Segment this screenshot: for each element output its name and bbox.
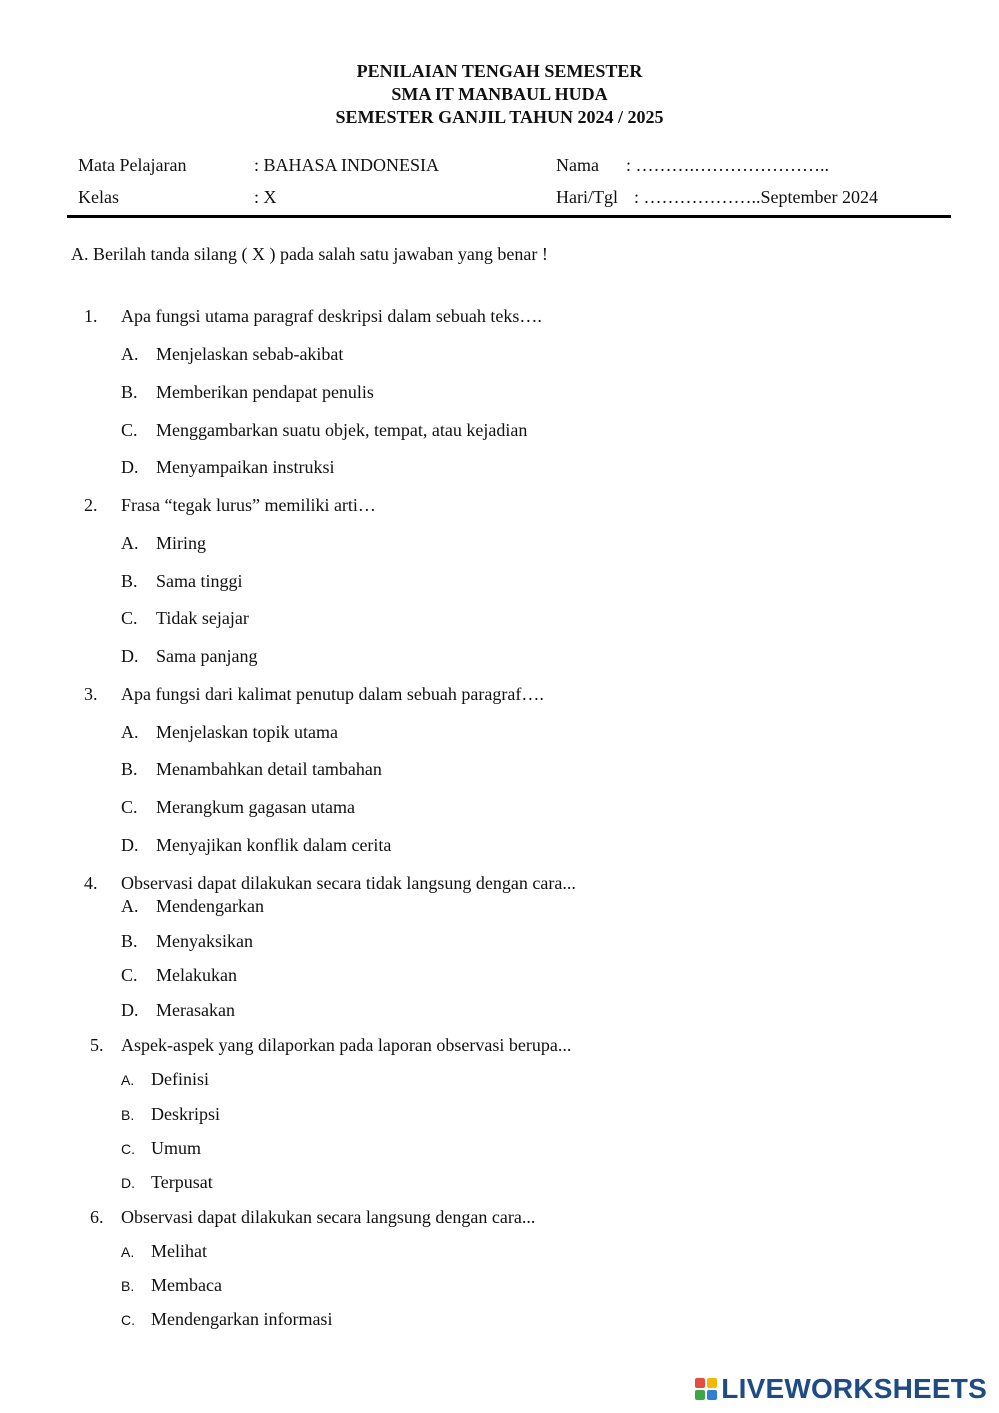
option-answer[interactable]: Melihat — [151, 1241, 207, 1261]
question-text: Frasa “tegak lurus” memiliki arti… — [121, 495, 376, 515]
question-number: 5. — [90, 1035, 104, 1055]
question-number: 2. — [84, 495, 98, 515]
subject-value: : BAHASA INDONESIA — [254, 155, 440, 175]
option-answer[interactable]: Menyajikan konflik dalam cerita — [156, 835, 392, 855]
option-answer[interactable]: Sama panjang — [156, 646, 258, 666]
option-answer[interactable]: Deskripsi — [151, 1104, 220, 1124]
title-line-1: PENILAIAN TENGAH SEMESTER — [356, 61, 643, 81]
option-letter: D. — [121, 1000, 139, 1020]
option-letter: C. — [121, 1141, 135, 1157]
option-letter: B. — [121, 931, 138, 951]
class-value: : X — [254, 187, 277, 207]
instruction-text: A. Berilah tanda silang ( X ) pada salah satu jawaban yang benar ! — [71, 244, 548, 264]
option-letter: C. — [121, 965, 138, 985]
option-letter: B. — [121, 1278, 135, 1294]
option-letter: C. — [121, 797, 138, 817]
document-title — [0, 60, 999, 129]
option-answer[interactable]: Menggambarkan suatu objek, tempat, atau kejadian — [156, 420, 528, 440]
option-letter: C. — [121, 420, 138, 440]
option-letter: C. — [121, 608, 138, 628]
option-answer[interactable]: Merasakan — [156, 1000, 235, 1020]
question-number: 6. — [90, 1207, 104, 1227]
option-letter: B. — [121, 759, 138, 779]
option-letter: D. — [121, 457, 139, 477]
question-number: 1. — [84, 306, 98, 326]
date-label: Hari/Tgl — [556, 187, 618, 207]
liveworksheets-logo-icon — [695, 1378, 717, 1400]
name-field[interactable]: : ……….………………….. — [626, 155, 830, 175]
header-divider — [67, 215, 951, 218]
option-letter: B. — [121, 571, 138, 591]
option-answer[interactable]: Terpusat — [151, 1172, 213, 1192]
option-answer[interactable]: Menyaksikan — [156, 931, 253, 951]
option-letter: A. — [121, 896, 139, 916]
question-text: Aspek-aspek yang dilaporkan pada laporan observasi berupa... — [121, 1035, 572, 1055]
option-answer[interactable]: Menjelaskan sebab-akibat — [156, 344, 344, 364]
option-answer[interactable]: Melakukan — [156, 965, 237, 985]
option-answer[interactable]: Membaca — [151, 1275, 222, 1295]
option-letter: C. — [121, 1312, 135, 1328]
option-answer[interactable]: Umum — [151, 1138, 202, 1158]
option-letter: D. — [121, 1175, 135, 1191]
option-answer[interactable]: Menyampaikan instruksi — [156, 457, 335, 477]
option-letter: D. — [121, 646, 139, 666]
option-answer[interactable]: Menjelaskan topik utama — [156, 722, 338, 742]
option-letter: A. — [121, 722, 139, 742]
option-letter: A. — [121, 1244, 135, 1260]
option-answer[interactable]: Menambahkan detail tambahan — [156, 759, 382, 779]
option-letter: D. — [121, 835, 139, 855]
option-answer[interactable]: Mendengarkan informasi — [151, 1309, 333, 1329]
option-answer[interactable]: Miring — [156, 533, 207, 553]
option-answer[interactable]: Definisi — [151, 1069, 209, 1089]
option-letter: A. — [121, 344, 139, 364]
question-number: 3. — [84, 684, 98, 704]
option-letter: A. — [121, 533, 139, 553]
question-text: Observasi dapat dilakukan secara langsung dengan cara... — [121, 1207, 536, 1227]
title-line-2: SMA IT MANBAUL HUDA — [391, 84, 608, 104]
option-answer[interactable]: Tidak sejajar — [156, 608, 249, 628]
date-field[interactable]: : ………………..September 2024 — [634, 187, 878, 207]
question-text: Apa fungsi utama paragraf deskripsi dalam sebuah teks…. — [121, 306, 542, 326]
title-line-3: SEMESTER GANJIL TAHUN 2024 / 2025 — [335, 107, 664, 127]
question-text: Observasi dapat dilakukan secara tidak langsung dengan cara... — [121, 873, 576, 893]
subject-label: Mata Pelajaran — [78, 155, 187, 175]
liveworksheets-logo — [695, 1374, 987, 1404]
option-letter: A. — [121, 1072, 135, 1088]
question-number: 4. — [84, 873, 98, 893]
logo-text: LIVEWORKSHEETS — [721, 1373, 987, 1404]
question-text: Apa fungsi dari kalimat penutup dalam sebuah paragraf…. — [121, 684, 544, 704]
class-label: Kelas — [78, 187, 119, 207]
option-answer[interactable]: Mendengarkan — [156, 896, 264, 916]
option-answer[interactable]: Sama tinggi — [156, 571, 243, 591]
option-letter: B. — [121, 382, 138, 402]
option-answer[interactable]: Memberikan pendapat penulis — [156, 382, 374, 402]
name-label: Nama — [556, 155, 599, 175]
option-letter: B. — [121, 1107, 135, 1123]
option-answer[interactable]: Merangkum gagasan utama — [156, 797, 355, 817]
